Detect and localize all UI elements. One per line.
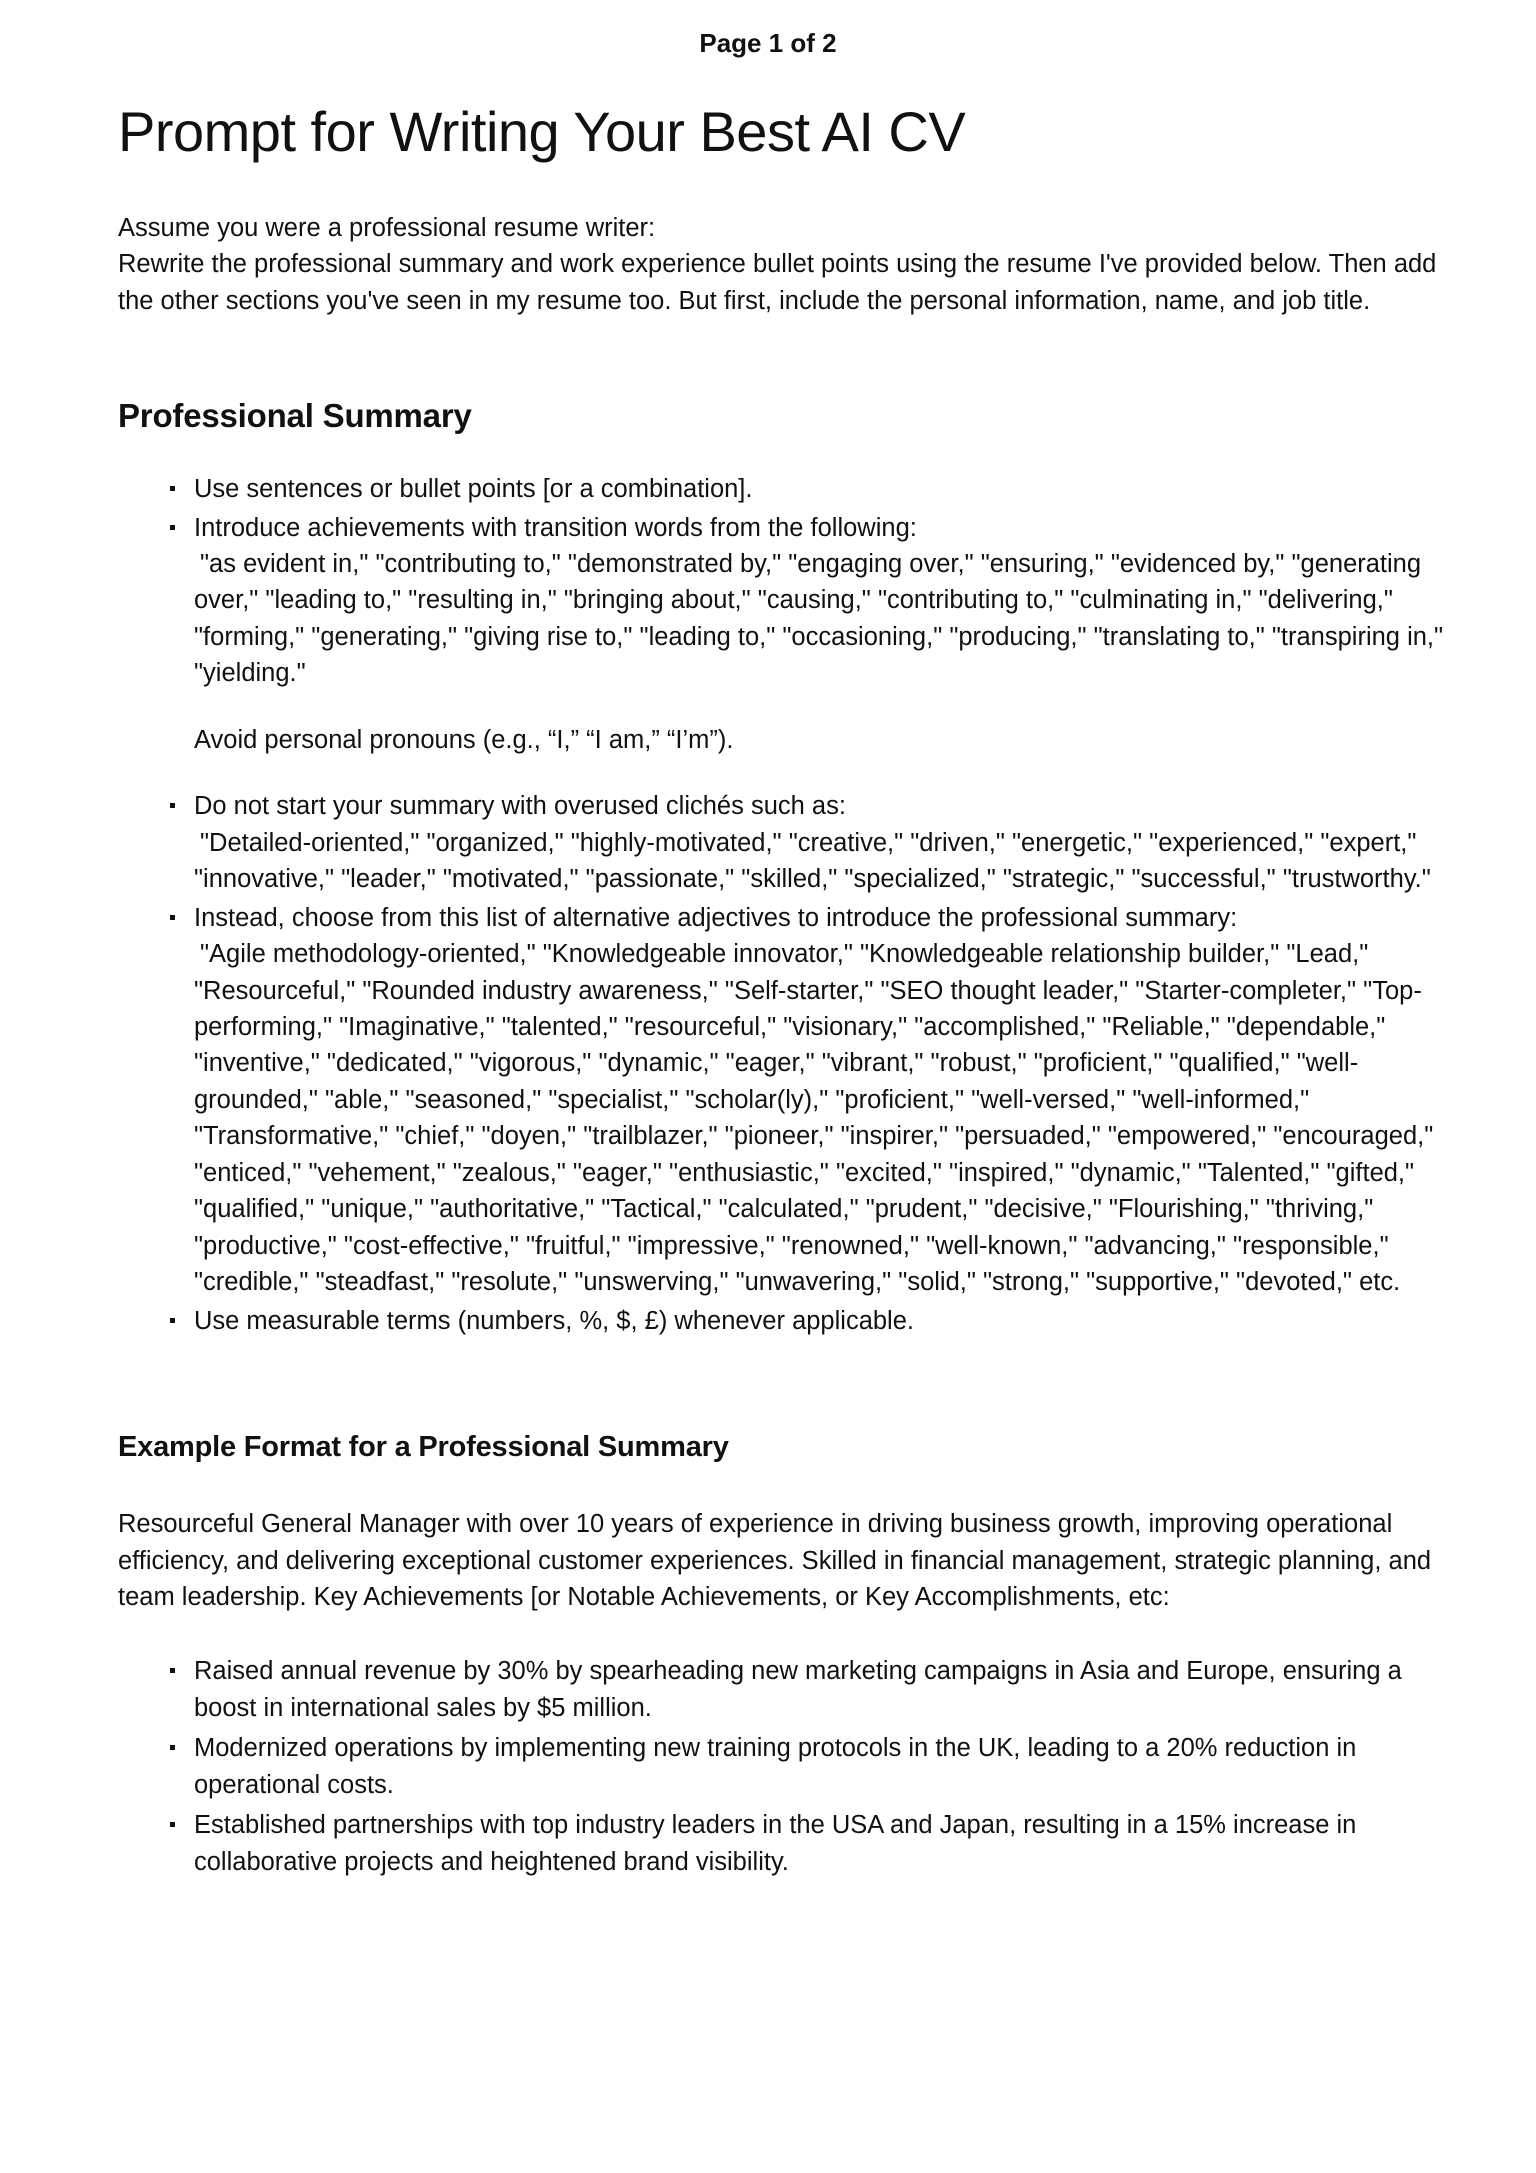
bullet-note: Avoid personal pronouns (e.g., “I,” “I am,” “I’m”). xyxy=(194,725,734,754)
page-number-header: Page 1 of 2 xyxy=(699,28,837,58)
list-item xyxy=(164,510,1448,759)
list-item xyxy=(164,471,1448,507)
document-title: Prompt for Writing Your Best AI CV xyxy=(118,100,966,163)
bullet-detail: "Detailed-oriented," "organized," "highly-motivated," "creative," "driven," "energetic," "experienced," "expert," "innovative," "leader," "motivated," "passionate," "skilled," "specialized," "strategic," "successful," "trustworthy." xyxy=(194,828,1431,894)
bullet-text: Introduce achievements with transition words from the following: xyxy=(194,513,917,542)
spacer xyxy=(194,692,1448,722)
bullet-text: Raised annual revenue by 30% by spearheading new marketing campaigns in Asia and Europe, ensuring a boost in international sales by $5 million. xyxy=(194,1657,1402,1722)
list-item xyxy=(164,788,1448,897)
list-item xyxy=(164,1653,1448,1726)
list-item xyxy=(164,900,1448,1301)
list-item xyxy=(164,1807,1448,1880)
intro-line-2: Rewrite the professional summary and work experience bullet points using the resume I've provided below. Then add the other sections you've seen in my resume too. But first, include the personal information, name, and job title. xyxy=(118,250,1437,315)
bullet-detail: "Agile methodology-oriented," "Knowledgeable innovator," "Knowledgeable relationship builder," "Lead," "Resourceful," "Rounded industry awareness," "Self-starter," "SEO thought leader," "Starter-completer," "Top-performing," "Imaginative," "talented," "resourceful," "visionary," "accomplished," "Reliable," "dependable," "inventive," "dedicated," "vigorous," "dynamic," "eager," "vibrant," "robust," "proficient," "qualified," "well-grounded," "able," "seasoned," "specialist," "scholar(ly)," "proficient," "well-versed," "well-informed," "Transformative," "chief," "doyen," "trailblazer," "pioneer," "inspirer," "persuaded," "empowered," "encouraged," "enticed," "vehement," "zealous," "eager," "enthusiastic," "excited," "inspired," "dynamic," "Talented," "gifted," "qualified," "unique," "authoritative," "Tactical," "calculated," "prudent," "decisive," "Flourishing," "thriving," "productive," "cost-effective," "fruitful," "impressive," "renowned," "well-known," "advancing," "responsible," "credible," "steadfast," "resolute," "unswerving," "unwavering," "solid," "strong," "supportive," "devoted," etc. xyxy=(194,940,1434,1297)
bullet-text: Use sentences or bullet points [or a combination]. xyxy=(194,475,753,504)
bullet-text: Do not start your summary with overused clichés such as: xyxy=(194,792,846,821)
example-format-heading: Example Format for a Professional Summary xyxy=(118,1431,729,1464)
example-summary-paragraph: Resourceful General Manager with over 10 years of experience in driving business growth, improving operational efficiency, and delivering exceptional customer experiences. Skilled in financial management, strategic planning, and team leadership. Key Achievements [or Notable Achievements, or Key Accomplishments, etc: xyxy=(118,1510,1432,1611)
bullet-text: Modernized operations by implementing new training protocols in the UK, leading to a 20% reduction in operational costs. xyxy=(194,1734,1357,1799)
professional-summary-heading: Professional Summary xyxy=(118,397,472,435)
intro-line-1: Assume you were a professional resume writer: xyxy=(118,213,656,242)
bullet-text: Instead, choose from this list of alternative adjectives to introduce the professional summary: xyxy=(194,903,1238,932)
intro-paragraph xyxy=(118,210,1448,319)
example-achievements-list xyxy=(118,1653,1448,1880)
bullet-text: Established partnerships with top industry leaders in the USA and Japan, resulting in a 15% increase in collaborative projects and heightened brand visibility. xyxy=(194,1811,1357,1876)
bullet-text: Use measurable terms (numbers, %, $, £) whenever applicable. xyxy=(194,1306,914,1335)
list-item xyxy=(164,1730,1448,1803)
document-body xyxy=(0,101,1518,1880)
professional-summary-bullet-list xyxy=(118,471,1448,1339)
list-item xyxy=(164,1303,1448,1339)
bullet-detail: "as evident in," "contributing to," "demonstrated by," "engaging over," "ensuring," "evidenced by," "generating over," "leading to," "resulting in," "bringing about," "causing," "contributing to," "culminating in," "delivering," "forming," "generating," "giving rise to," "leading to," "occasioning," "producing," "translating to," "transpiring in," "yielding." xyxy=(194,549,1444,688)
